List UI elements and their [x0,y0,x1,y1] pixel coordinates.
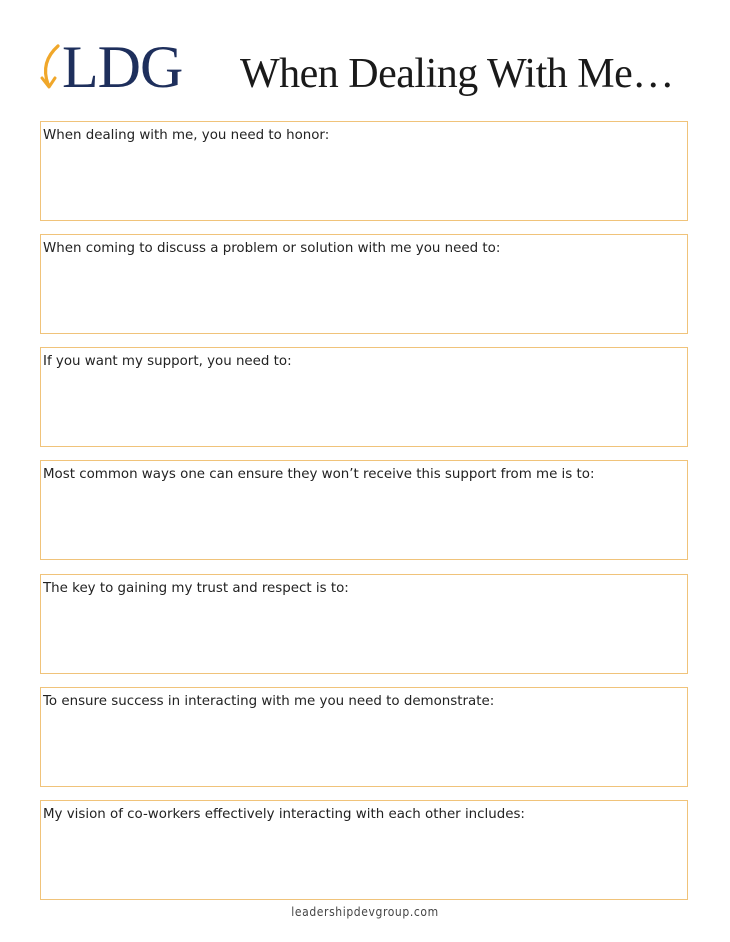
prompt-box-honor[interactable] [40,121,688,221]
answer-area[interactable] [43,261,685,331]
prompt-box-support[interactable] [40,347,688,447]
answer-area[interactable] [43,714,685,784]
footer-website: leadershipdevgroup.com [291,905,439,919]
answer-area[interactable] [43,827,685,897]
prompt-box-trust-respect[interactable] [40,574,688,674]
prompt-label: My vision of co-workers effectively interacting with each other includes: [43,807,525,822]
prompt-box-success[interactable] [40,687,688,787]
page-title: When Dealing With Me… [240,51,674,97]
answer-area[interactable] [43,487,685,557]
prompt-label: To ensure success in interacting with me you need to demonstrate: [43,694,495,709]
prompt-box-vision[interactable] [40,800,688,900]
answer-area[interactable] [43,601,685,671]
prompt-label: Most common ways one can ensure they won’t receive this support from me is to: [43,467,595,482]
page-header [0,0,730,118]
logo-wordmark: LDG [62,34,183,100]
prompt-label: The key to gaining my trust and respect is to: [43,581,349,596]
prompt-box-lose-support[interactable] [40,460,688,560]
prompt-label: When coming to discuss a problem or solution with me you need to: [43,241,501,256]
ldg-logo [38,34,198,100]
orange-arc-arrow-icon [38,40,64,100]
prompt-box-discuss-problem[interactable] [40,234,688,334]
answer-area[interactable] [43,374,685,444]
answer-area[interactable] [43,148,685,218]
prompt-label: If you want my support, you need to: [43,354,292,369]
prompt-label: When dealing with me, you need to honor: [43,128,330,143]
